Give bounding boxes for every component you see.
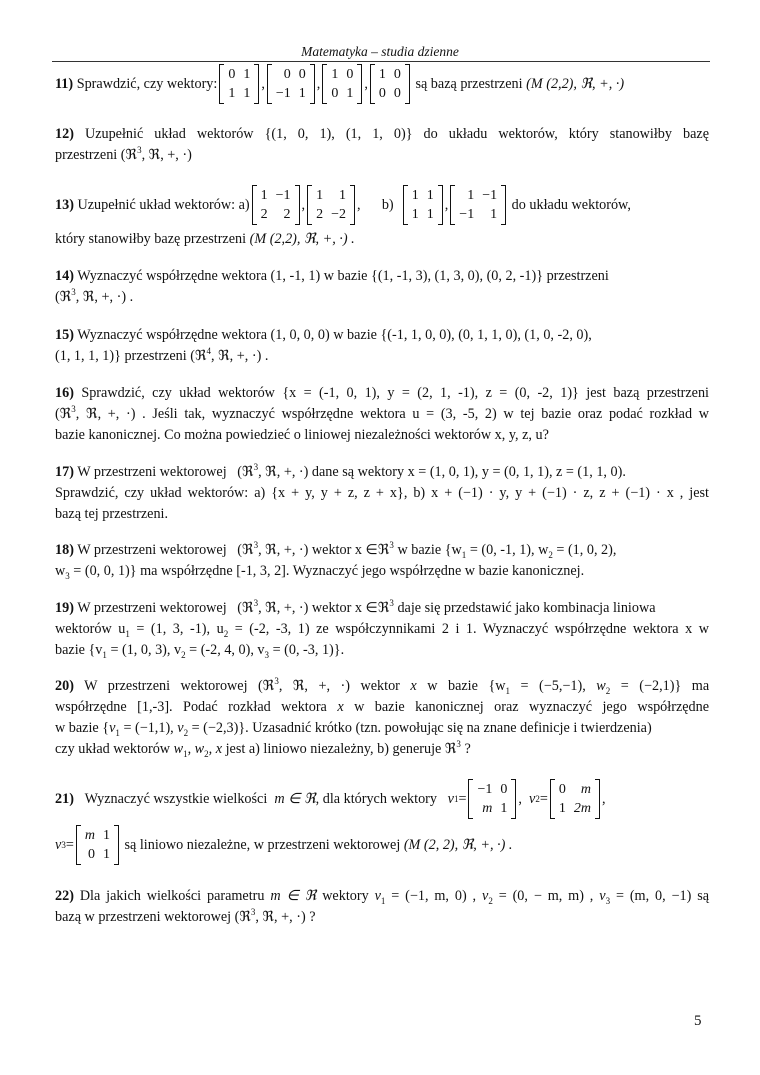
math-text: v — [447, 790, 454, 807]
superscript: 3 — [137, 145, 142, 155]
problem-text: = (0, 0, 1)} ma współrzędne [-1, 3, 2]. Wyznaczyć jego współrzędne w bazie kanonicznej. — [69, 563, 585, 579]
matrix — [550, 779, 600, 819]
subscript: 3 — [605, 896, 611, 906]
space-expr: (M (2,2), ℜ, +, ·) — [526, 75, 625, 92]
space-expr: , ℜ, +, ·) — [278, 678, 350, 694]
matrix-cell: 1 — [467, 188, 475, 203]
problem-19 — [55, 598, 709, 661]
matrix — [403, 185, 443, 225]
space-expr: , ℜ, +, ·) . — [75, 289, 134, 305]
problem-text: W przestrzeni wektorowej — [77, 464, 227, 480]
var-x: x — [410, 678, 417, 694]
problem-text: Uzupełnić układ wektorów: a) — [77, 196, 250, 213]
math-text: w — [596, 678, 606, 694]
matrix-cell: 0 — [558, 782, 566, 797]
matrix-cell: 0 — [378, 86, 386, 101]
problem-16 — [55, 383, 709, 446]
page-header: Matematyka – studia dzienne — [301, 44, 459, 59]
superscript: 3 — [253, 540, 259, 550]
problem-text: który stanowiłby bazę przestrzeni — [55, 231, 247, 247]
problem-number: 12) — [55, 126, 74, 142]
problem-number: 16) — [55, 385, 74, 401]
matrix — [252, 185, 300, 225]
subscript: 2 — [488, 896, 493, 906]
problem-text: w bazie { — [55, 720, 110, 736]
problem-text: bazą tej przestrzeni. — [55, 506, 169, 522]
problem-text: W przestrzeni wektorowej — [77, 600, 227, 616]
space-expr: , ℜ, +, ·) — [258, 542, 309, 558]
matrix-cell: 1 — [260, 188, 268, 203]
math-text: m ∈ ℜ — [270, 888, 317, 904]
subscript: 2 — [204, 749, 209, 759]
problem-text: są bazą przestrzeni — [415, 75, 523, 92]
problem-22 — [55, 886, 709, 928]
problem-text: = (1, 0, 3), v — [106, 642, 182, 658]
problem-text: współrzędne [1,-3]. Podać rozkład wektora — [55, 699, 327, 715]
superscript: 3 — [456, 739, 461, 749]
problem-11: 11) Sprawdzić, czy wektory: 0 1 1 1 , 0 0 −1 1 , 1 0 0 1 , 1 0 0 0 są bazą przestrzeni (M (2,2), ℜ, +, ·) — [55, 63, 709, 105]
problem-text: dane są wektory x = (1, 0, 1), y = (0, 1, 1), z = (1, 1, 0). — [311, 464, 626, 480]
math-text: = — [458, 790, 467, 807]
problem-number: 22) — [55, 888, 74, 904]
matrix-cell: 1 — [243, 86, 251, 101]
matrix-cell: 1 — [426, 207, 434, 222]
space-expr: , ℜ, +, ·) — [258, 464, 309, 480]
matrix — [322, 64, 362, 104]
matrix-cell: 1 — [558, 801, 566, 816]
problem-text: wektor x ∈ℜ — [311, 542, 390, 558]
subscript: 2 — [605, 686, 611, 696]
superscript: 3 — [71, 287, 76, 297]
problem-text: ? — [460, 741, 471, 757]
problem-text: wektorów u — [55, 621, 126, 637]
problem-21: 21) Wyznaczyć wszystkie wielkości m ∈ ℜ , dla których wektory v 1 = −1 0 m 1 , v 2 = 0 m 1 2m , — [55, 776, 709, 822]
problem-text: Wyznaczyć współrzędne wektora (1, 0, 0, 0) w bazie {(-1, 1, 0, 0), (0, 1, 1, 0), (1, 0, -2, 0), — [77, 327, 592, 343]
matrix-cell: 1 — [298, 86, 306, 101]
math-text: w — [173, 741, 184, 757]
problem-number: 14) — [55, 268, 74, 284]
superscript: 3 — [389, 540, 394, 550]
space-expr: (ℜ — [55, 406, 72, 422]
math-text: v — [109, 720, 116, 736]
matrix — [307, 185, 355, 225]
matrix-cell: 1 — [490, 207, 498, 222]
math-text: v — [482, 888, 489, 904]
matrix-cell: 0 — [283, 67, 291, 82]
superscript: 3 — [71, 404, 76, 414]
matrix-cell: 0 — [298, 67, 306, 82]
problem-text: wektor x ∈ℜ — [311, 600, 390, 616]
matrix-cell: 1 — [243, 67, 251, 82]
space-expr: (ℜ — [55, 289, 72, 305]
superscript: 3 — [253, 462, 259, 472]
problem-text: , dla których wektory — [315, 790, 437, 807]
matrix-cell: −1 — [275, 188, 291, 203]
problem-text: Wyznaczyć współrzędne wektora (1, -1, 1) w bazie {(1, -1, 3), (1, 3, 0), (0, 2, -1)} przestrzeni — [77, 268, 609, 284]
matrix-cell: m — [482, 801, 493, 816]
problem-text: bazie kanonicznej. Co można powiedzieć o liniowej niezależności wektorów x, y, z, u? — [55, 427, 549, 443]
problem-text: są liniowo niezależne, w przestrzeni wektorowej — [124, 836, 401, 853]
matrix-cell: 1 — [339, 188, 346, 203]
problem-15 — [55, 325, 709, 367]
problem-text: bazie {v — [55, 642, 103, 658]
superscript: 4 — [206, 346, 212, 356]
matrix — [267, 64, 315, 104]
math-text: = (−1, m, 0) , — [385, 888, 477, 904]
matrix-cell: −1 — [477, 782, 493, 797]
problem-14 — [55, 266, 709, 308]
problem-text: = (-2, 4, 0), v — [185, 642, 265, 658]
space-expr: (ℜ — [234, 909, 251, 925]
problem-text: Sprawdzić, czy układ wektorów: a) {x + y, y + z, z + x}, b) x + (−1) · y, y + (−1) · z, z + (−1) · x , jest — [55, 485, 709, 501]
matrix — [370, 64, 410, 104]
matrix-cell: 0 — [500, 782, 508, 797]
problem-text: wektory — [322, 888, 369, 904]
subscript: 2 — [183, 728, 189, 738]
problem-text: b) — [381, 196, 394, 213]
math-text: v — [374, 888, 381, 904]
space-expr: (ℜ — [120, 147, 138, 163]
var-x: x — [337, 699, 344, 715]
math-text: v — [599, 888, 606, 904]
matrix-cell: 1 — [102, 828, 110, 843]
matrix — [219, 64, 259, 104]
math-text: {w — [488, 678, 506, 694]
matrix-cell: 2m — [573, 801, 591, 816]
problem-text: ma — [691, 678, 710, 694]
subscript: 2 — [548, 550, 553, 560]
header-rule — [52, 61, 710, 62]
math-text: = — [65, 836, 74, 853]
subscript: 1 — [505, 686, 511, 696]
matrix-cell: 1 — [102, 847, 110, 862]
subscript: 1 — [183, 749, 188, 759]
space-expr: (ℜ — [237, 542, 254, 558]
space-expr: (ℜ — [190, 348, 207, 364]
matrix-cell: 1 — [331, 67, 339, 82]
subscript: 3 — [264, 650, 270, 660]
problem-text: Uzupełnić układ wektorów {(1, 0, 1), (1, 1, 0)} do układu wektorów, który stanowiłby bazę — [84, 126, 710, 142]
problem-13: 13) Uzupełnić układ wektorów: a) 1 −1 2 2 , 1 1 2 −2 , b) 1 1 1 1 , 1 −1 −1 1 do układu wektorów, — [55, 183, 709, 227]
space-expr: (M (2,2), ℜ, +, ·) . — [249, 231, 355, 247]
matrix-cell: 1 — [316, 188, 324, 203]
math-text: = (m, 0, −1) — [610, 888, 692, 904]
subscript: 2 — [181, 650, 186, 660]
matrix-cell: −2 — [331, 207, 346, 222]
math-text: = (0, − m, m) , — [492, 888, 594, 904]
problem-text: Sprawdzić, czy układ wektorów {x = (-1, 0, 1), y = (2, 1, -1), z = (0, -2, 1)} jest bazą przestrzeni — [81, 385, 709, 401]
math-text: , x — [208, 741, 223, 757]
problem-18 — [55, 540, 709, 582]
space-expr: , ℜ, +, ·) ? — [255, 909, 316, 925]
problem-number: 21) — [55, 790, 74, 807]
problem-text: = (-2, -3, 1) ze współczynnikami 2 i 1. Wyznaczyć współrzędne wektora x w — [228, 621, 709, 637]
superscript: 3 — [389, 598, 394, 608]
space-expr: (ℜ — [237, 600, 254, 616]
math-text: v — [177, 720, 184, 736]
matrix — [76, 825, 119, 865]
matrix-cell: 1 — [411, 188, 419, 203]
problem-17 — [55, 462, 709, 525]
space-expr: (M (2, 2), ℜ, +, ·) . — [403, 836, 513, 853]
problem-text: są — [697, 888, 710, 904]
superscript: 3 — [274, 676, 279, 686]
problem-text: wektor — [360, 678, 400, 694]
problem-text: = (1, 3, -1), u — [129, 621, 224, 637]
subscript: 1 — [102, 650, 107, 660]
subscript: 3 — [65, 571, 70, 581]
problem-text: = (1, 0, 2), — [552, 542, 617, 558]
problem-text: , ℜ, +, ·) . Jeśli tak, wyznaczyć współrzędne wektora u = (3, -5, 2) w tej bazie oraz podać rozkład w — [75, 406, 709, 422]
math-text: v — [55, 836, 62, 853]
matrix-cell: −1 — [275, 86, 291, 101]
math-text: , — [187, 741, 195, 757]
problem-13-cont — [55, 229, 709, 250]
problem-text: przestrzeni — [55, 147, 118, 163]
problem-text: W przestrzeni wektorowej — [84, 678, 248, 694]
problem-number: 15) — [55, 327, 74, 343]
problem-text: (1, 1, 1, 1)} przestrzeni — [55, 348, 187, 364]
problem-text: Dla jakich wielkości parametru — [79, 888, 265, 904]
matrix-cell: 0 — [393, 67, 401, 82]
space-expr: (ℜ — [258, 678, 275, 694]
subscript: 1 — [125, 629, 130, 639]
problem-12 — [55, 124, 709, 166]
problem-text: bazą w przestrzeni wektorowej — [55, 909, 232, 925]
problem-text: daje się przedstawić jako kombinacja liniowa — [393, 600, 656, 616]
subscript: 1 — [115, 728, 120, 738]
matrix — [450, 185, 506, 225]
subscript: 1 — [380, 896, 386, 906]
math-text: = — [539, 790, 548, 807]
matrix-cell: m — [84, 828, 95, 843]
problem-text: do układu wektorów, — [511, 196, 631, 213]
problem-text: = (0, -1, 1), w — [466, 542, 549, 558]
matrix-cell: −1 — [459, 207, 475, 222]
problem-text: czy układ wektorów — [55, 741, 171, 757]
space-expr: , ℜ, +, ·) — [258, 600, 309, 616]
problem-number: 17) — [55, 464, 74, 480]
problem-number: 13) — [55, 196, 74, 213]
space-expr: , ℜ, +, ·) . — [211, 348, 269, 364]
math-text: = (−1,1), — [119, 720, 174, 736]
matrix-cell: 1 — [426, 188, 434, 203]
problem-text: w bazie — [427, 678, 478, 694]
superscript: 3 — [253, 598, 259, 608]
matrix-cell: 2 — [283, 207, 291, 222]
problem-text: W przestrzeni wektorowej — [77, 542, 227, 558]
problem-text: = (0, -3, 1)}. — [269, 642, 345, 658]
matrix-cell: 0 — [346, 67, 354, 82]
problem-text: Wyznaczyć wszystkie wielkości — [84, 790, 268, 807]
problem-number: 11) — [55, 75, 74, 92]
problem-text: jest a) liniowo niezależny, b) generuje ℜ — [222, 741, 457, 757]
problem-text: Sprawdzić, czy wektory: — [76, 75, 218, 92]
math-text: v — [529, 790, 536, 807]
math-text: m ∈ ℜ — [274, 790, 316, 807]
matrix-cell: 1 — [411, 207, 419, 222]
space-expr: , ℜ, +, ·) — [141, 147, 192, 163]
math-text: w — [194, 741, 205, 757]
matrix-cell: 0 — [331, 86, 339, 101]
problem-number: 20) — [55, 678, 74, 694]
math-text: = (−5,−1), — [510, 678, 586, 694]
matrix-cell: m — [580, 782, 591, 797]
problem-text: w bazie {w — [393, 542, 462, 558]
matrix-cell: 0 — [228, 67, 236, 82]
problem-text: w bazie kanonicznej oraz wyznaczyć jego współrzędne — [354, 699, 710, 715]
problem-21-cont: v 3 = m 1 0 1 są liniowo niezależne, w przestrzeni wektorowej (M (2, 2), ℜ, +, ·) . — [55, 822, 709, 868]
matrix-cell: 2 — [260, 207, 268, 222]
matrix-cell: 2 — [316, 207, 324, 222]
subscript: 2 — [223, 629, 229, 639]
matrix-cell: −1 — [482, 188, 498, 203]
problem-number: 18) — [55, 542, 74, 558]
problem-20 — [55, 676, 709, 760]
space-expr: (ℜ — [237, 464, 254, 480]
subscript: 1 — [461, 550, 467, 560]
problem-number: 19) — [55, 600, 74, 616]
matrix-cell: 1 — [228, 86, 236, 101]
math-text: = (−2,1)} — [610, 678, 682, 694]
problem-text: = (−2,3)}. Uzasadnić krótko (tzn. powołując się na znane definicje i twierdzenia) — [188, 720, 652, 736]
matrix — [468, 779, 516, 819]
matrix-cell: 1 — [346, 86, 354, 101]
matrix-cell: 0 — [87, 847, 95, 862]
superscript: 3 — [250, 907, 256, 917]
matrix-cell: 1 — [378, 67, 386, 82]
problem-text: w — [55, 563, 66, 579]
page-number: 5 — [694, 1013, 702, 1029]
matrix-cell: 0 — [393, 86, 401, 101]
matrix-cell: 1 — [500, 801, 508, 816]
